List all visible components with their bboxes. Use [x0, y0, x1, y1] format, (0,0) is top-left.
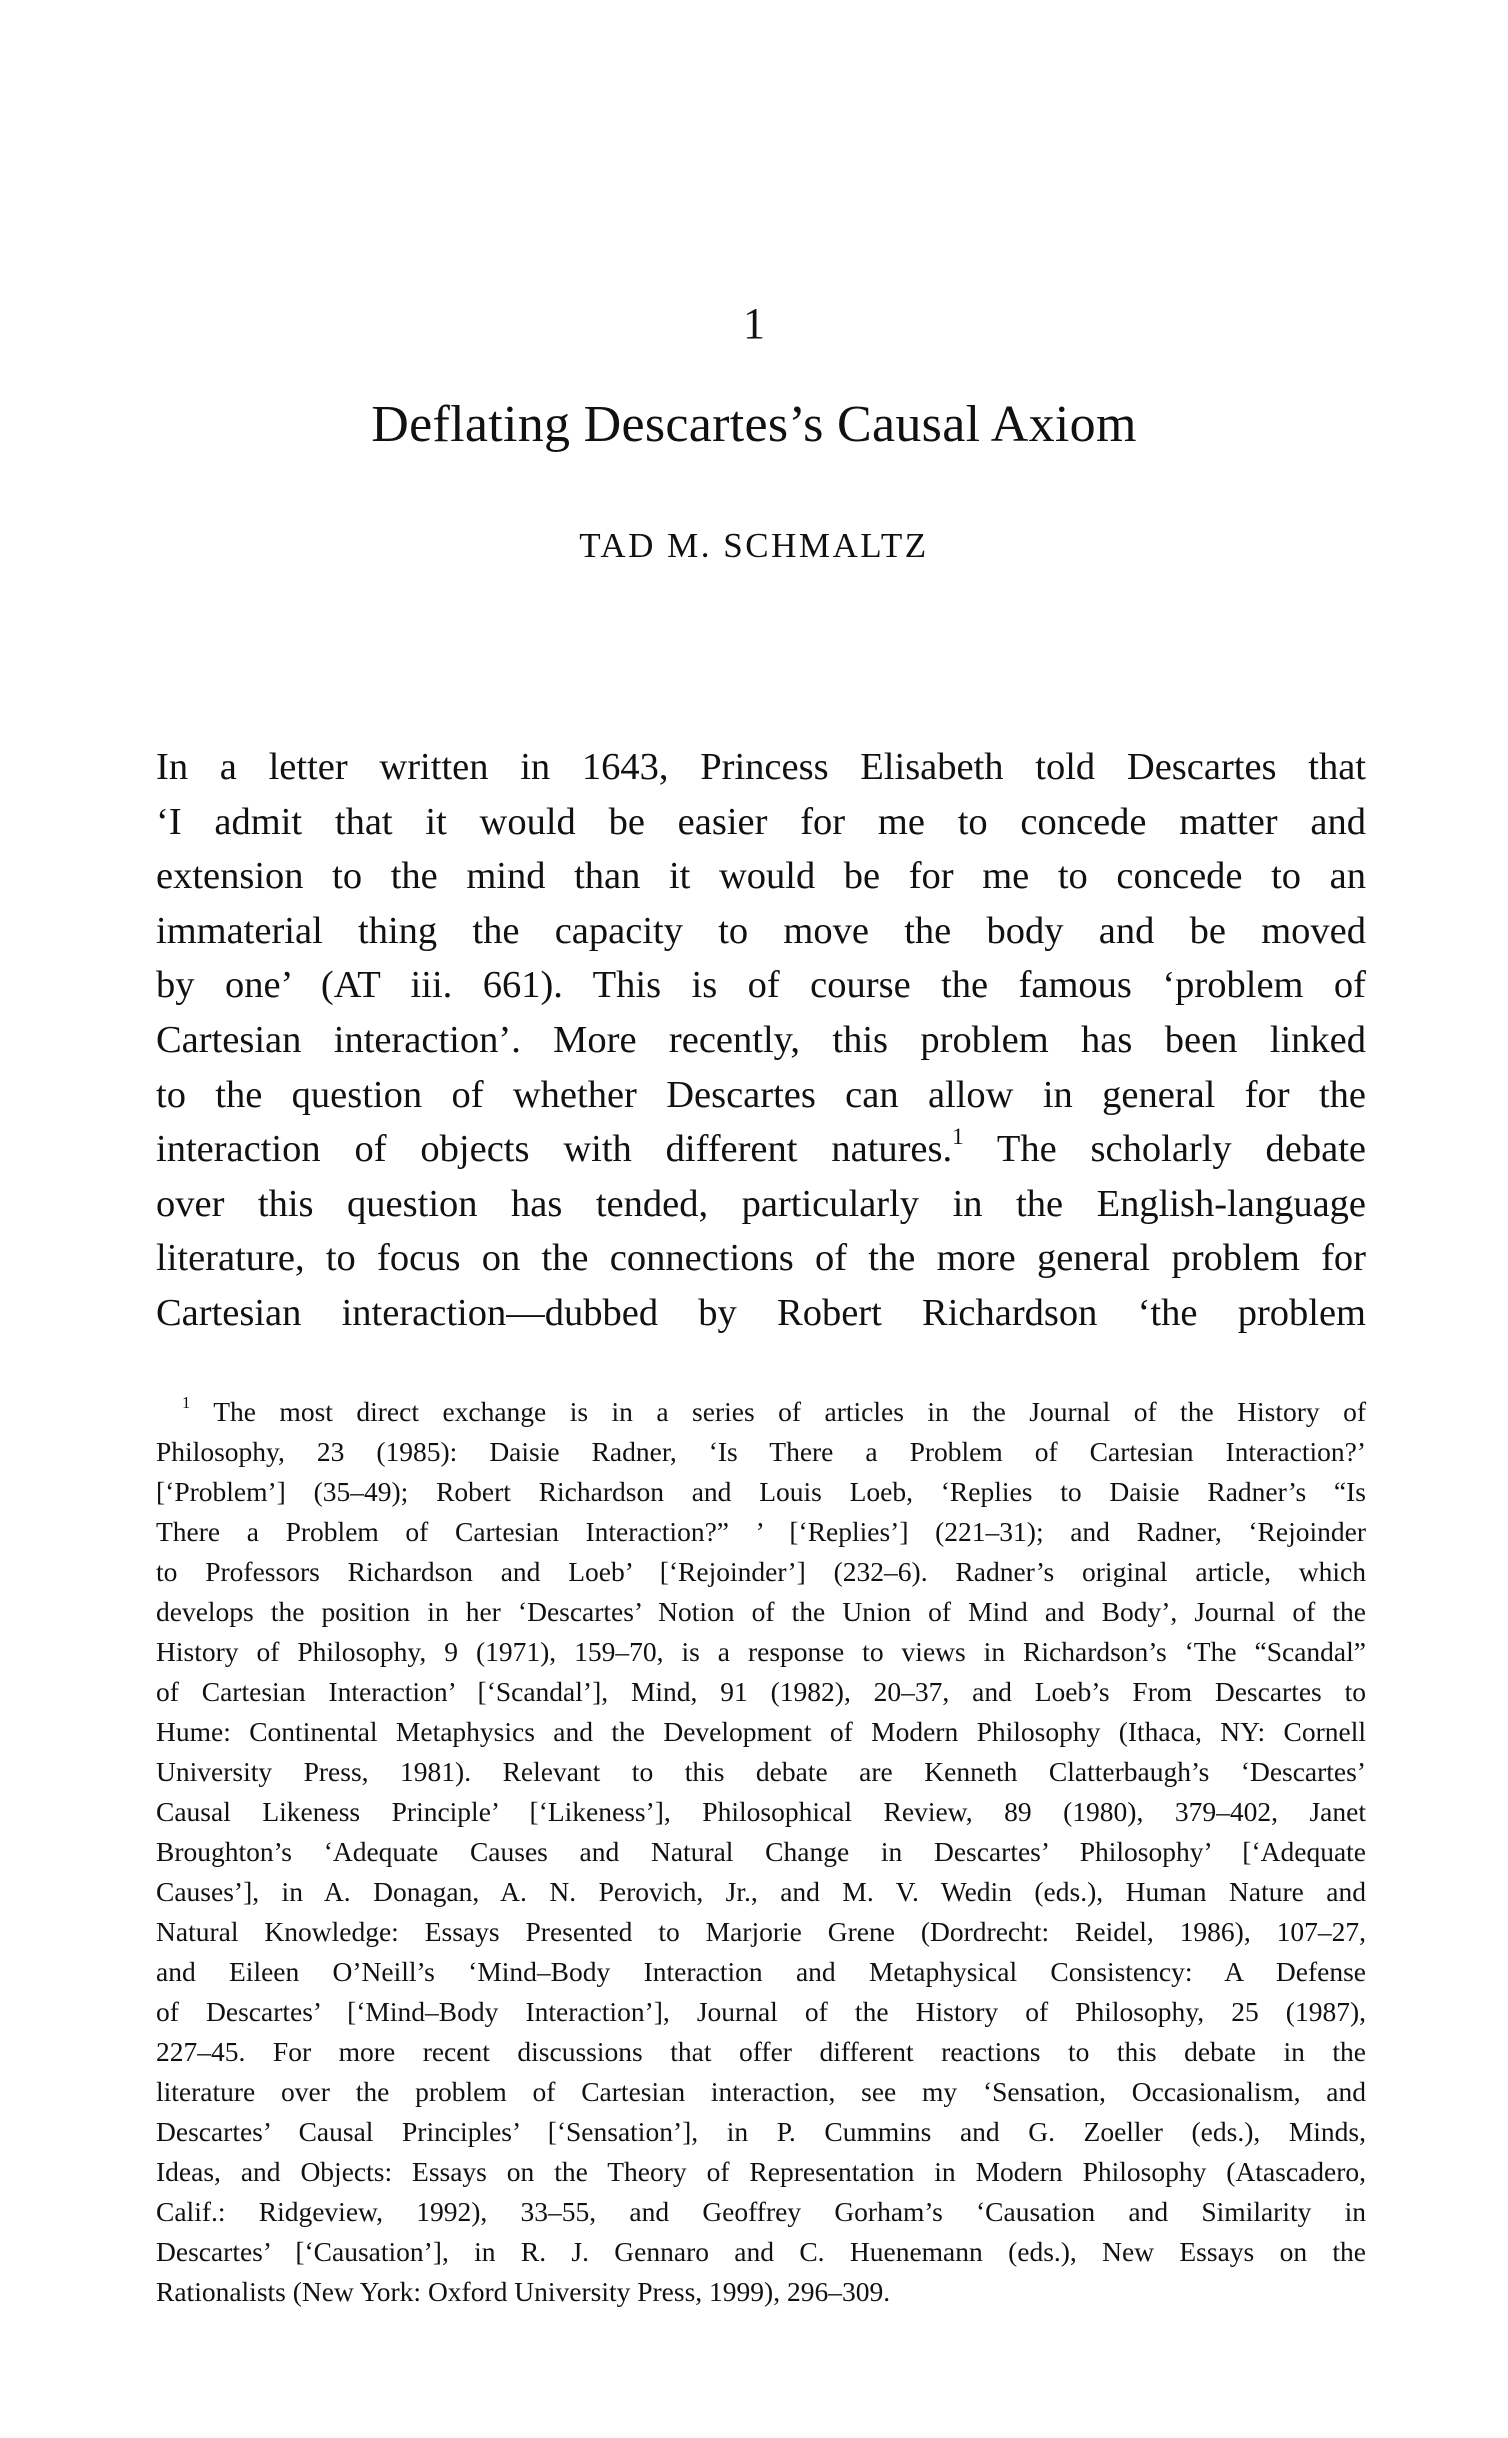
footnote-line: Causes’], in A. Donagan, A. N. Perovich, Jr., and M. V. Wedin (eds.), Human Nature and [156, 1876, 1366, 1907]
body-line: immaterial thing the capacity to move the body and be moved [156, 909, 1366, 952]
footnote-line: Calif.: Ridgeview, 1992), 33–55, and Geoffrey Gorham’s ‘Causation and Similarity in [156, 2196, 1366, 2227]
footnote-line: There a Problem of Cartesian Interaction?” ’ [‘Replies’] (221–31); and Radner, ‘Rejoinder [156, 1516, 1366, 1547]
body-line: ‘I admit that it would be easier for me to concede matter and [156, 800, 1366, 843]
footnote-line-text: The most direct exchange is in a series of articles in the Journal of the History of [213, 1396, 1366, 1427]
footnote-line: University Press, 1981). Relevant to this debate are Kenneth Clatterbaugh’s ‘Descartes’ [156, 1756, 1366, 1787]
footnote-line: Ideas, and Objects: Essays on the Theory of Representation in Modern Philosophy (Atascadero, [156, 2156, 1366, 2187]
footnote-line: Hume: Continental Metaphysics and the Development of Modern Philosophy (Ithaca, NY: Cornell [156, 1716, 1366, 1747]
chapter-author: TAD M. SCHMALTZ [579, 526, 929, 565]
footnote-line: of Descartes’ [‘Mind–Body Interaction’], Journal of the History of Philosophy, 25 (1987), [156, 1996, 1366, 2027]
footnote-line: [‘Problem’] (35–49); Robert Richardson and Louis Loeb, ‘Replies to Daisie Radner’s “Is [156, 1476, 1366, 1507]
body-line: to the question of whether Descartes can allow in general for the [156, 1073, 1366, 1116]
body-line: extension to the mind than it would be for me to concede to an [156, 855, 1366, 898]
footnote-line: Philosophy, 23 (1985): Daisie Radner, ‘Is There a Problem of Cartesian Interaction?’ [156, 1436, 1366, 1467]
chapter-number: 1 [743, 299, 765, 348]
body-line: Cartesian interaction’. More recently, this problem has been linked [156, 1018, 1366, 1061]
footnote-line: of Cartesian Interaction’ [‘Scandal’], Mind, 91 (1982), 20–37, and Loeb’s From Descartes to [156, 1676, 1366, 1707]
body-paragraph [156, 740, 1366, 1341]
footnote-marker: 1 [182, 1393, 191, 1413]
body-line-text: interaction of objects with different natures. [156, 1128, 953, 1171]
footnote [156, 1392, 1366, 2312]
body-line: literature, to focus on the connections of the more general problem for [156, 1237, 1366, 1280]
footnote-line: 227–45. For more recent discussions that offer different reactions to this debate in the [156, 2036, 1366, 2067]
footnote-line: Causal Likeness Principle’ [‘Likeness’], Philosophical Review, 89 (1980), 379–402, Janet [156, 1796, 1366, 1827]
footnote-line: develops the position in her ‘Descartes’ Notion of the Union of Mind and Body’, Journal of the [156, 1596, 1366, 1627]
footnote-reference[interactable]: 1 [952, 1122, 964, 1149]
footnote-line: Broughton’s ‘Adequate Causes and Natural Change in Descartes’ Philosophy’ [‘Adequate [156, 1836, 1366, 1867]
body-line: by one’ (AT iii. 661). This is of course the famous ‘problem of [156, 964, 1366, 1007]
footnote-line: literature over the problem of Cartesian interaction, see my ‘Sensation, Occasionalism, and [156, 2076, 1366, 2107]
body-line: Cartesian interaction—dubbed by Robert Richardson ‘the problem [156, 1291, 1366, 1334]
footnote-line [156, 1392, 1366, 1432]
footnote-line: Natural Knowledge: Essays Presented to Marjorie Grene (Dordrecht: Reidel, 1986), 107–27, [156, 1916, 1366, 1947]
body-line: In a letter written in 1643, Princess Elisabeth told Descartes that [156, 746, 1366, 788]
footnote-line: Rationalists (New York: Oxford University Press, 1999), 296–309. [156, 2276, 891, 2307]
footnote-line: History of Philosophy, 9 (1971), 159–70, is a response to views in Richardson’s ‘The “Scandal” [156, 1636, 1366, 1667]
body-line-text: The scholarly debate [963, 1128, 1366, 1171]
footnote-line: to Professors Richardson and Loeb’ [‘Rejoinder’] (232–6). Radner’s original article, which [156, 1556, 1366, 1587]
chapter-title: Deflating Descartes’s Causal Axiom [371, 396, 1137, 453]
footnote-line: Descartes’ [‘Causation’], in R. J. Gennaro and C. Huenemann (eds.), New Essays on the [156, 2236, 1366, 2267]
footnote-line: Descartes’ Causal Principles’ [‘Sensation’], in P. Cummins and G. Zoeller (eds.), Minds, [156, 2116, 1366, 2147]
body-line-with-footnote-ref [156, 1122, 1366, 1177]
footnote-line: and Eileen O’Neill’s ‘Mind–Body Interaction and Metaphysical Consistency: A Defense [156, 1956, 1366, 1987]
body-line: over this question has tended, particularly in the English-language [156, 1182, 1366, 1225]
